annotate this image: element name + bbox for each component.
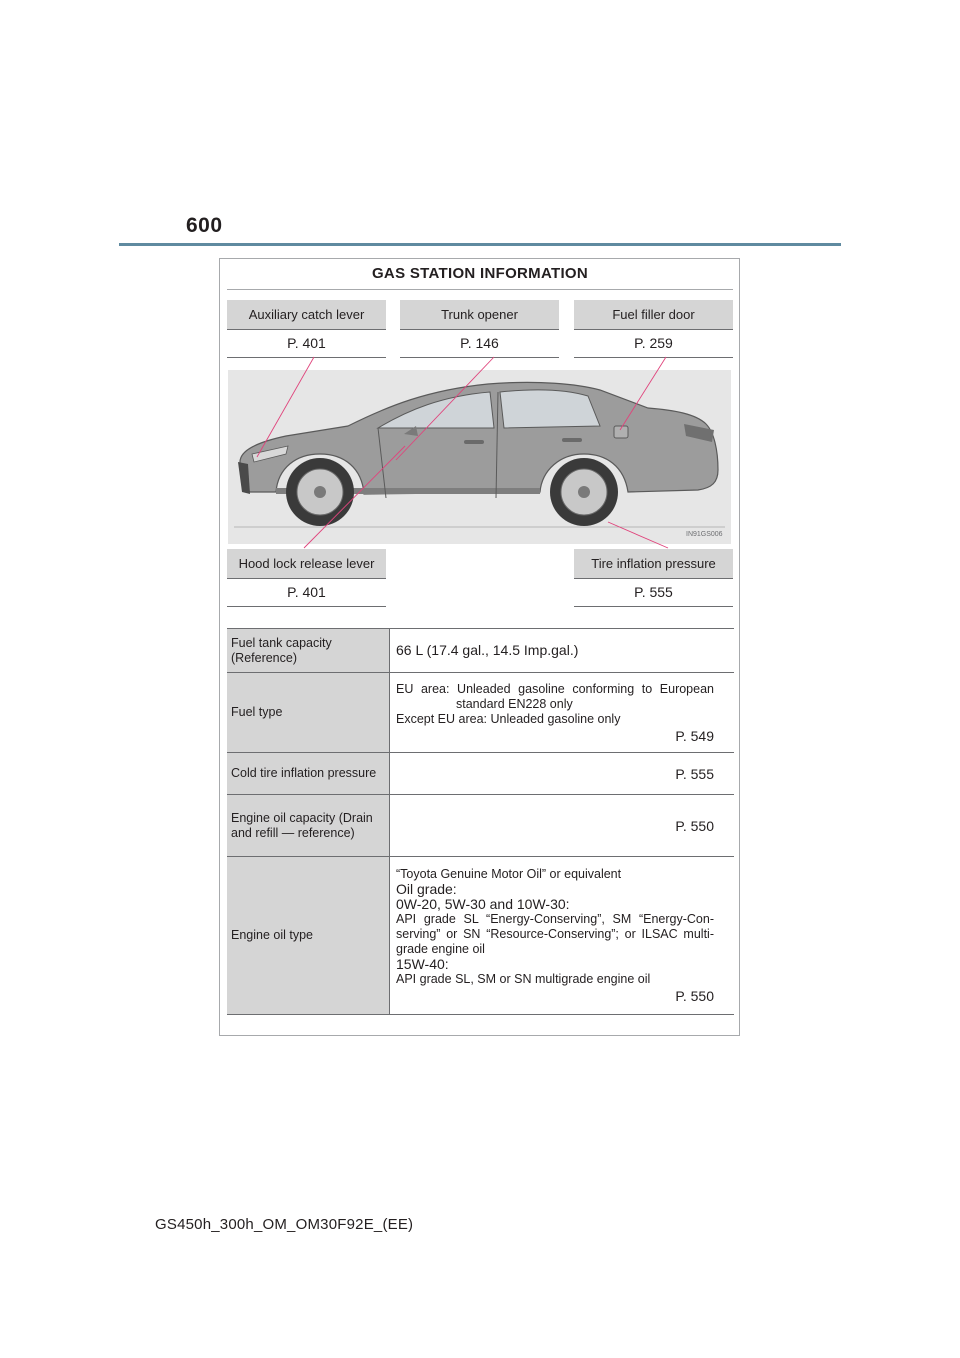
label-line: Fuel tank capacity [231, 635, 332, 650]
table-row-oil-capacity [227, 795, 734, 857]
oil-type-line: 15W-40: [396, 956, 449, 972]
fuel-type-line: standard EN228 only [456, 696, 573, 711]
page-reference-link[interactable]: P. 550 [675, 988, 714, 1004]
page-reference-link[interactable]: P. 549 [675, 727, 714, 744]
callout-label: Fuel filler door [574, 300, 733, 330]
oil-type-line: “Toyota Genuine Motor Oil” or equivalent [396, 867, 622, 881]
page-reference-link[interactable]: P. 146 [400, 330, 559, 358]
page-number: 600 [186, 214, 223, 237]
label-line: Engine oil capacity [231, 810, 336, 825]
row-value [390, 673, 735, 753]
fuel-type-line: Except EU area: Unleaded gasoline only [396, 711, 621, 726]
row-value [390, 753, 735, 795]
leader-tire [608, 522, 668, 548]
document-code-footer: GS450h_300h_OM_OM30F92E_(EE) [155, 1216, 414, 1233]
page-reference-link[interactable]: P. 550 [675, 818, 714, 834]
fuel-capacity-value: 66 L (17.4 gal., 14.5 Imp.gal.) [396, 641, 579, 658]
row-label [227, 795, 390, 857]
label-line: (Drain and refill — [231, 810, 373, 840]
fuel-info-table [227, 628, 734, 1015]
label-line: Cold tire inflation [231, 766, 325, 780]
callout-label: Hood lock release lever [227, 549, 386, 579]
callout-tire-inflation-pressure [574, 549, 733, 607]
panel-title: GAS STATION INFORMATION [371, 265, 589, 282]
oil-type-line: serving” or SN “Resource-Conserving”; or ILSAC multi- [396, 927, 714, 941]
callout-label: Tire inflation pressure [574, 549, 733, 579]
row-value [390, 857, 735, 1015]
row-value [390, 629, 735, 673]
label-line: (Reference) [231, 650, 297, 665]
row-label [227, 629, 390, 673]
oil-type-line: API grade SL, SM or SN multigrade engine oil [396, 972, 651, 986]
row-label: Engine oil type [227, 857, 390, 1015]
row-label: Fuel type [227, 673, 390, 753]
page-reference-link[interactable]: P. 259 [574, 330, 733, 358]
row-value [390, 795, 735, 857]
callout-label: Trunk opener [400, 300, 559, 330]
leader-trunk [396, 357, 494, 460]
leader-auxiliary-catch [257, 357, 314, 457]
oil-type-line: API grade SL “Energy-Conserving”, SM “Energy-Con- [396, 912, 714, 926]
label-line: pressure [327, 766, 377, 780]
oil-type-line: grade engine oil [396, 942, 485, 956]
callout-label: Auxiliary catch lever [227, 300, 386, 330]
row-label [227, 753, 390, 795]
oil-type-line: 0W-20, 5W-30 and 10W-30: [396, 896, 570, 912]
label-line: reference) [297, 825, 355, 840]
table-row-fuel-capacity [227, 629, 734, 673]
callout-hood-lock-release-lever [227, 549, 386, 607]
page-reference-link[interactable]: P. 401 [227, 579, 386, 607]
page-reference-link[interactable]: P. 555 [574, 579, 733, 607]
leader-fuel-door [620, 357, 666, 430]
leader-hood [304, 446, 405, 548]
table-row-fuel-type [227, 673, 734, 753]
fuel-type-line: EU area: Unleaded gasoline conforming to European [396, 681, 714, 696]
page-reference-link[interactable]: P. 401 [227, 330, 386, 358]
table-row-cold-tire [227, 753, 734, 795]
table-row-oil-type [227, 857, 734, 1015]
page-reference-link[interactable]: P. 555 [675, 766, 714, 782]
figure-id: IN91GS006 [686, 531, 723, 538]
oil-type-line: Oil grade: [396, 881, 457, 897]
